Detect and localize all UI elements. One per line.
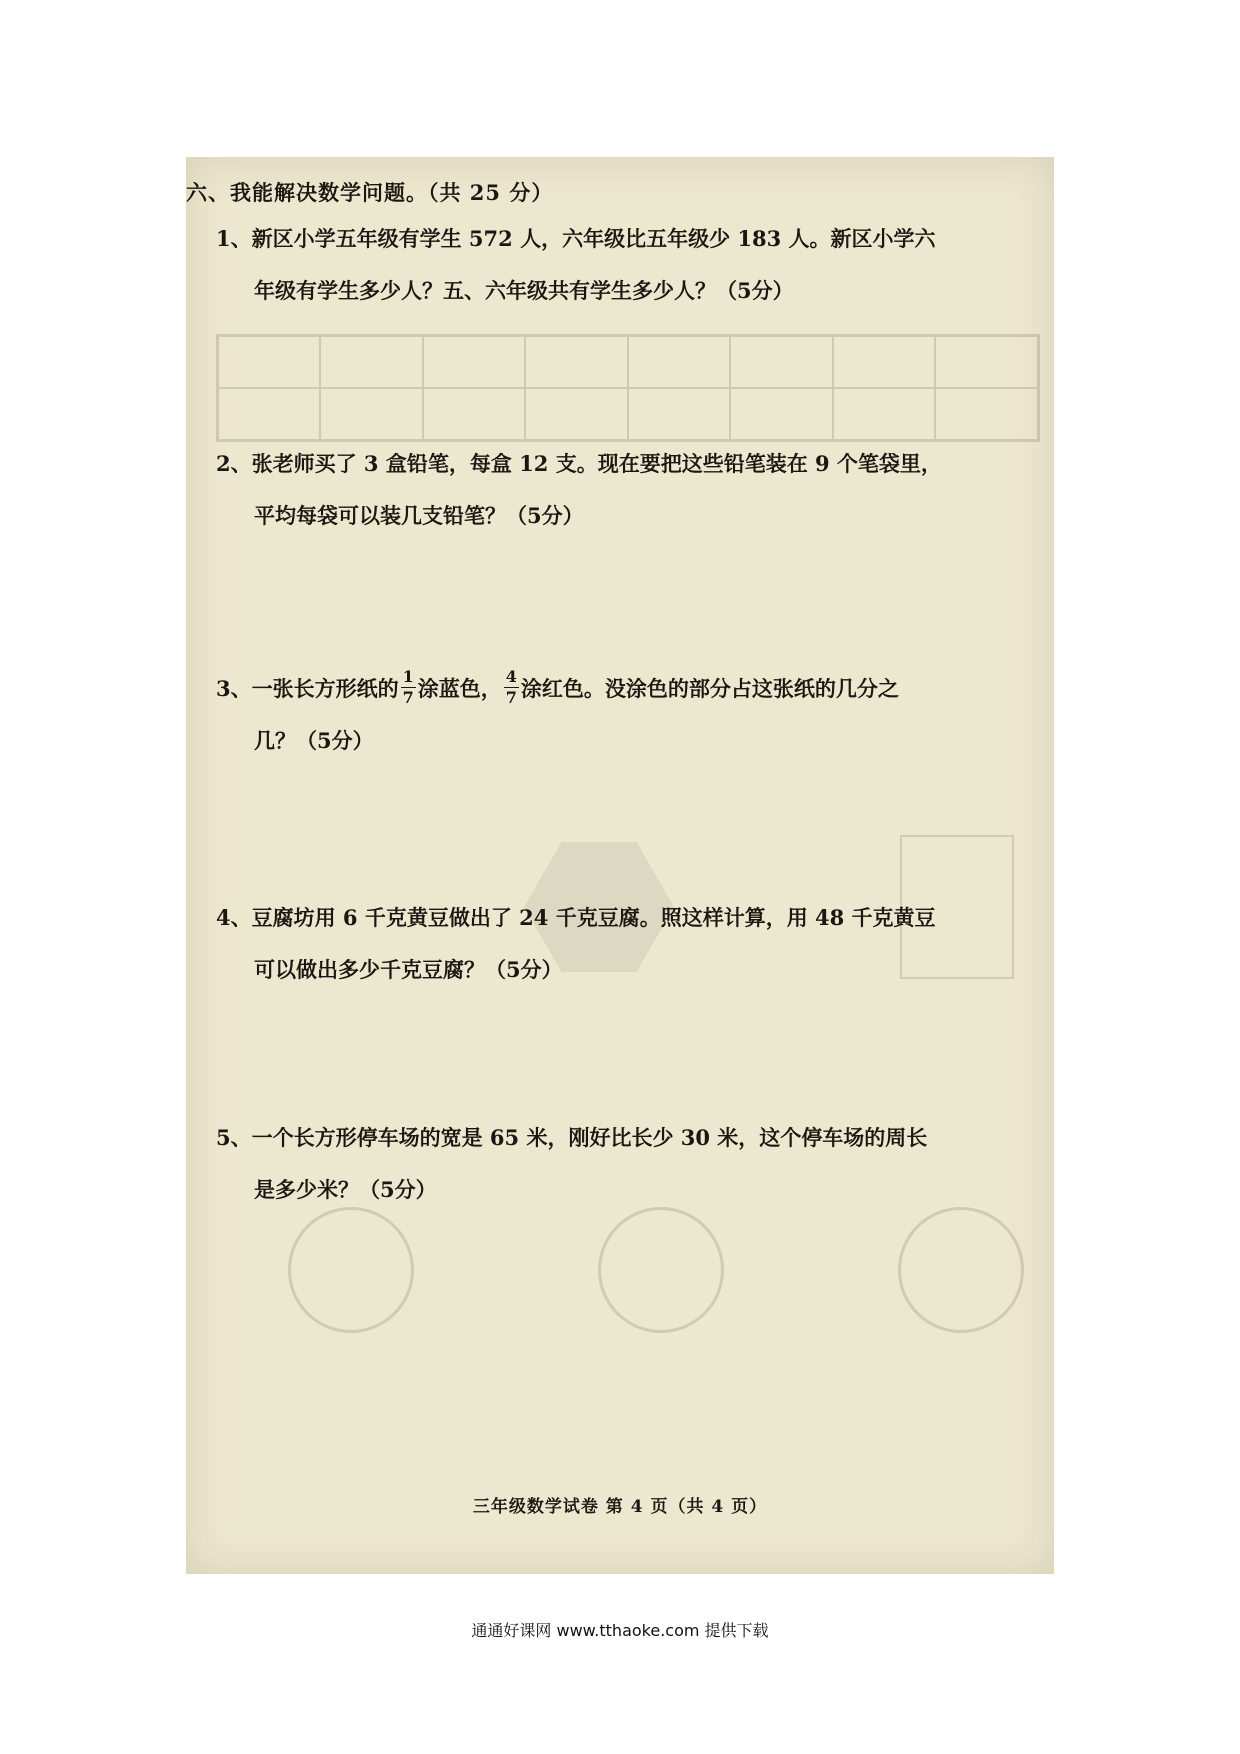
- section-title: 六、我能解决数学问题。（共 25 分）: [186, 180, 554, 205]
- question-3: [216, 663, 1036, 767]
- question-3-suffix: 涂红色。没涂色的部分占这张纸的几分之: [520, 676, 899, 701]
- question-5-line1: 5、一个长方形停车场的宽是 65 米，刚好比长少 30 米，这个停车场的周长: [216, 1125, 928, 1150]
- fraction-one-seventh: [401, 669, 416, 706]
- question-3-line1: [216, 663, 1036, 715]
- fraction-four-sevenths: [504, 669, 519, 706]
- question-2: [216, 438, 1036, 542]
- fraction-2-numerator: 4: [505, 667, 517, 686]
- question-1-line2: 年级有学生多少人？五、六年级共有学生多少人？（5分）: [254, 278, 794, 303]
- exam-page: [186, 157, 1054, 1574]
- page-footer: 三年级数学试卷 第 4 页（共 4 页）: [472, 1497, 768, 1517]
- site-credit: 通通好课网 www.tthaoke.com 提供下载: [471, 1621, 769, 1640]
- question-2-line1: 2、张老师买了 3 盒铅笔，每盒 12 支。现在要把这些铅笔装在 9 个笔袋里，: [216, 451, 942, 476]
- question-3-prefix: 3、一张长方形纸的: [216, 676, 399, 701]
- fraction-1-numerator: 1: [402, 667, 414, 686]
- question-5-line2: 是多少米？（5分）: [254, 1177, 437, 1202]
- question-2-line2: 平均每袋可以装几支铅笔？（5分）: [254, 503, 584, 528]
- question-1: [216, 213, 1036, 317]
- exam-content: [186, 157, 1054, 1574]
- question-1-line1: 1、新区小学五年级有学生 572 人，六年级比五年级少 183 人。新区小学六: [216, 226, 936, 251]
- question-4: [216, 892, 1036, 996]
- question-4-line1: 4、豆腐坊用 6 千克黄豆做出了 24 千克豆腐。照这样计算，用 48 千克黄豆: [216, 905, 936, 930]
- question-3-middle: 涂蓝色，: [417, 676, 502, 701]
- fraction-2-denominator: 7: [505, 688, 517, 707]
- question-4-line2: 可以做出多少千克豆腐？（5分）: [254, 957, 563, 982]
- question-5: [216, 1112, 1036, 1216]
- fraction-1-denominator: 7: [402, 688, 414, 707]
- question-3-line2: 几？（5分）: [254, 728, 374, 753]
